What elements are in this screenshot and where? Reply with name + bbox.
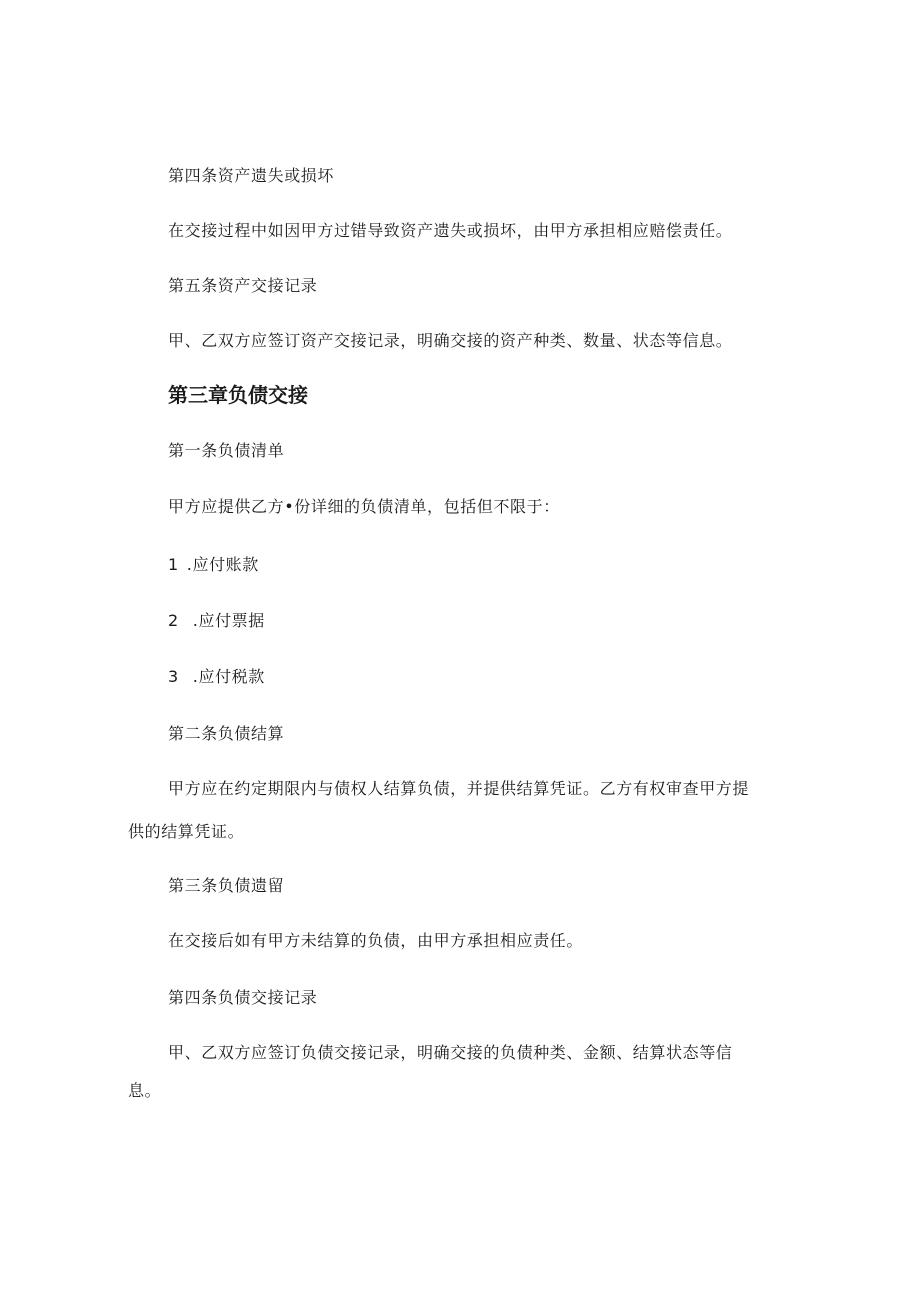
list-item-text: .应付票据	[192, 611, 265, 630]
list-item	[168, 611, 265, 631]
list-item	[168, 667, 265, 687]
asset-article4-text: 在交接过程中如因甲方过错导致资产遗失或损坏，由甲方承担相应赔偿责任。	[168, 221, 733, 240]
list-item-text: .应付账款	[186, 555, 259, 574]
liability-article2-title: 第二条负债结算	[168, 724, 285, 743]
liability-article4-text-line1: 甲、乙双方应签订负债交接记录，明确交接的负债种类、金额、结算状态等信	[168, 1043, 733, 1062]
chapter3-heading: 第三章负债交接	[168, 383, 308, 407]
liability-article1-title: 第一条负债清单	[168, 441, 285, 460]
list-item-number: 2	[168, 611, 179, 630]
list-item-number: 1	[168, 555, 179, 574]
liability-article3-title: 第三条负债遗留	[168, 876, 285, 895]
asset-article5-text: 甲、乙双方应签订资产交接记录，明确交接的资产种类、数量、状态等信息。	[168, 331, 733, 350]
asset-article4-title: 第四条资产遗失或损坏	[168, 166, 335, 185]
liability-article2-text-line1: 甲方应在约定期限内与债权人结算负债，并提供结算凭证。乙方有权审查甲方提	[168, 779, 750, 798]
liability-article4-title: 第四条负债交接记录	[168, 988, 318, 1007]
liability-article1-text: 甲方应提供乙方•份详细的负债清单，包括但不限于：	[168, 497, 560, 516]
liability-article4-text-line2: 息。	[128, 1081, 162, 1100]
list-item	[168, 555, 259, 575]
list-item-number: 3	[168, 667, 179, 686]
asset-article5-title: 第五条资产交接记录	[168, 276, 318, 295]
liability-article2-text-line2: 供的结算凭证。	[128, 822, 245, 841]
liability-article3-text: 在交接后如有甲方未结算的负债，由甲方承担相应责任。	[168, 931, 584, 950]
list-item-text: .应付税款	[192, 667, 265, 686]
